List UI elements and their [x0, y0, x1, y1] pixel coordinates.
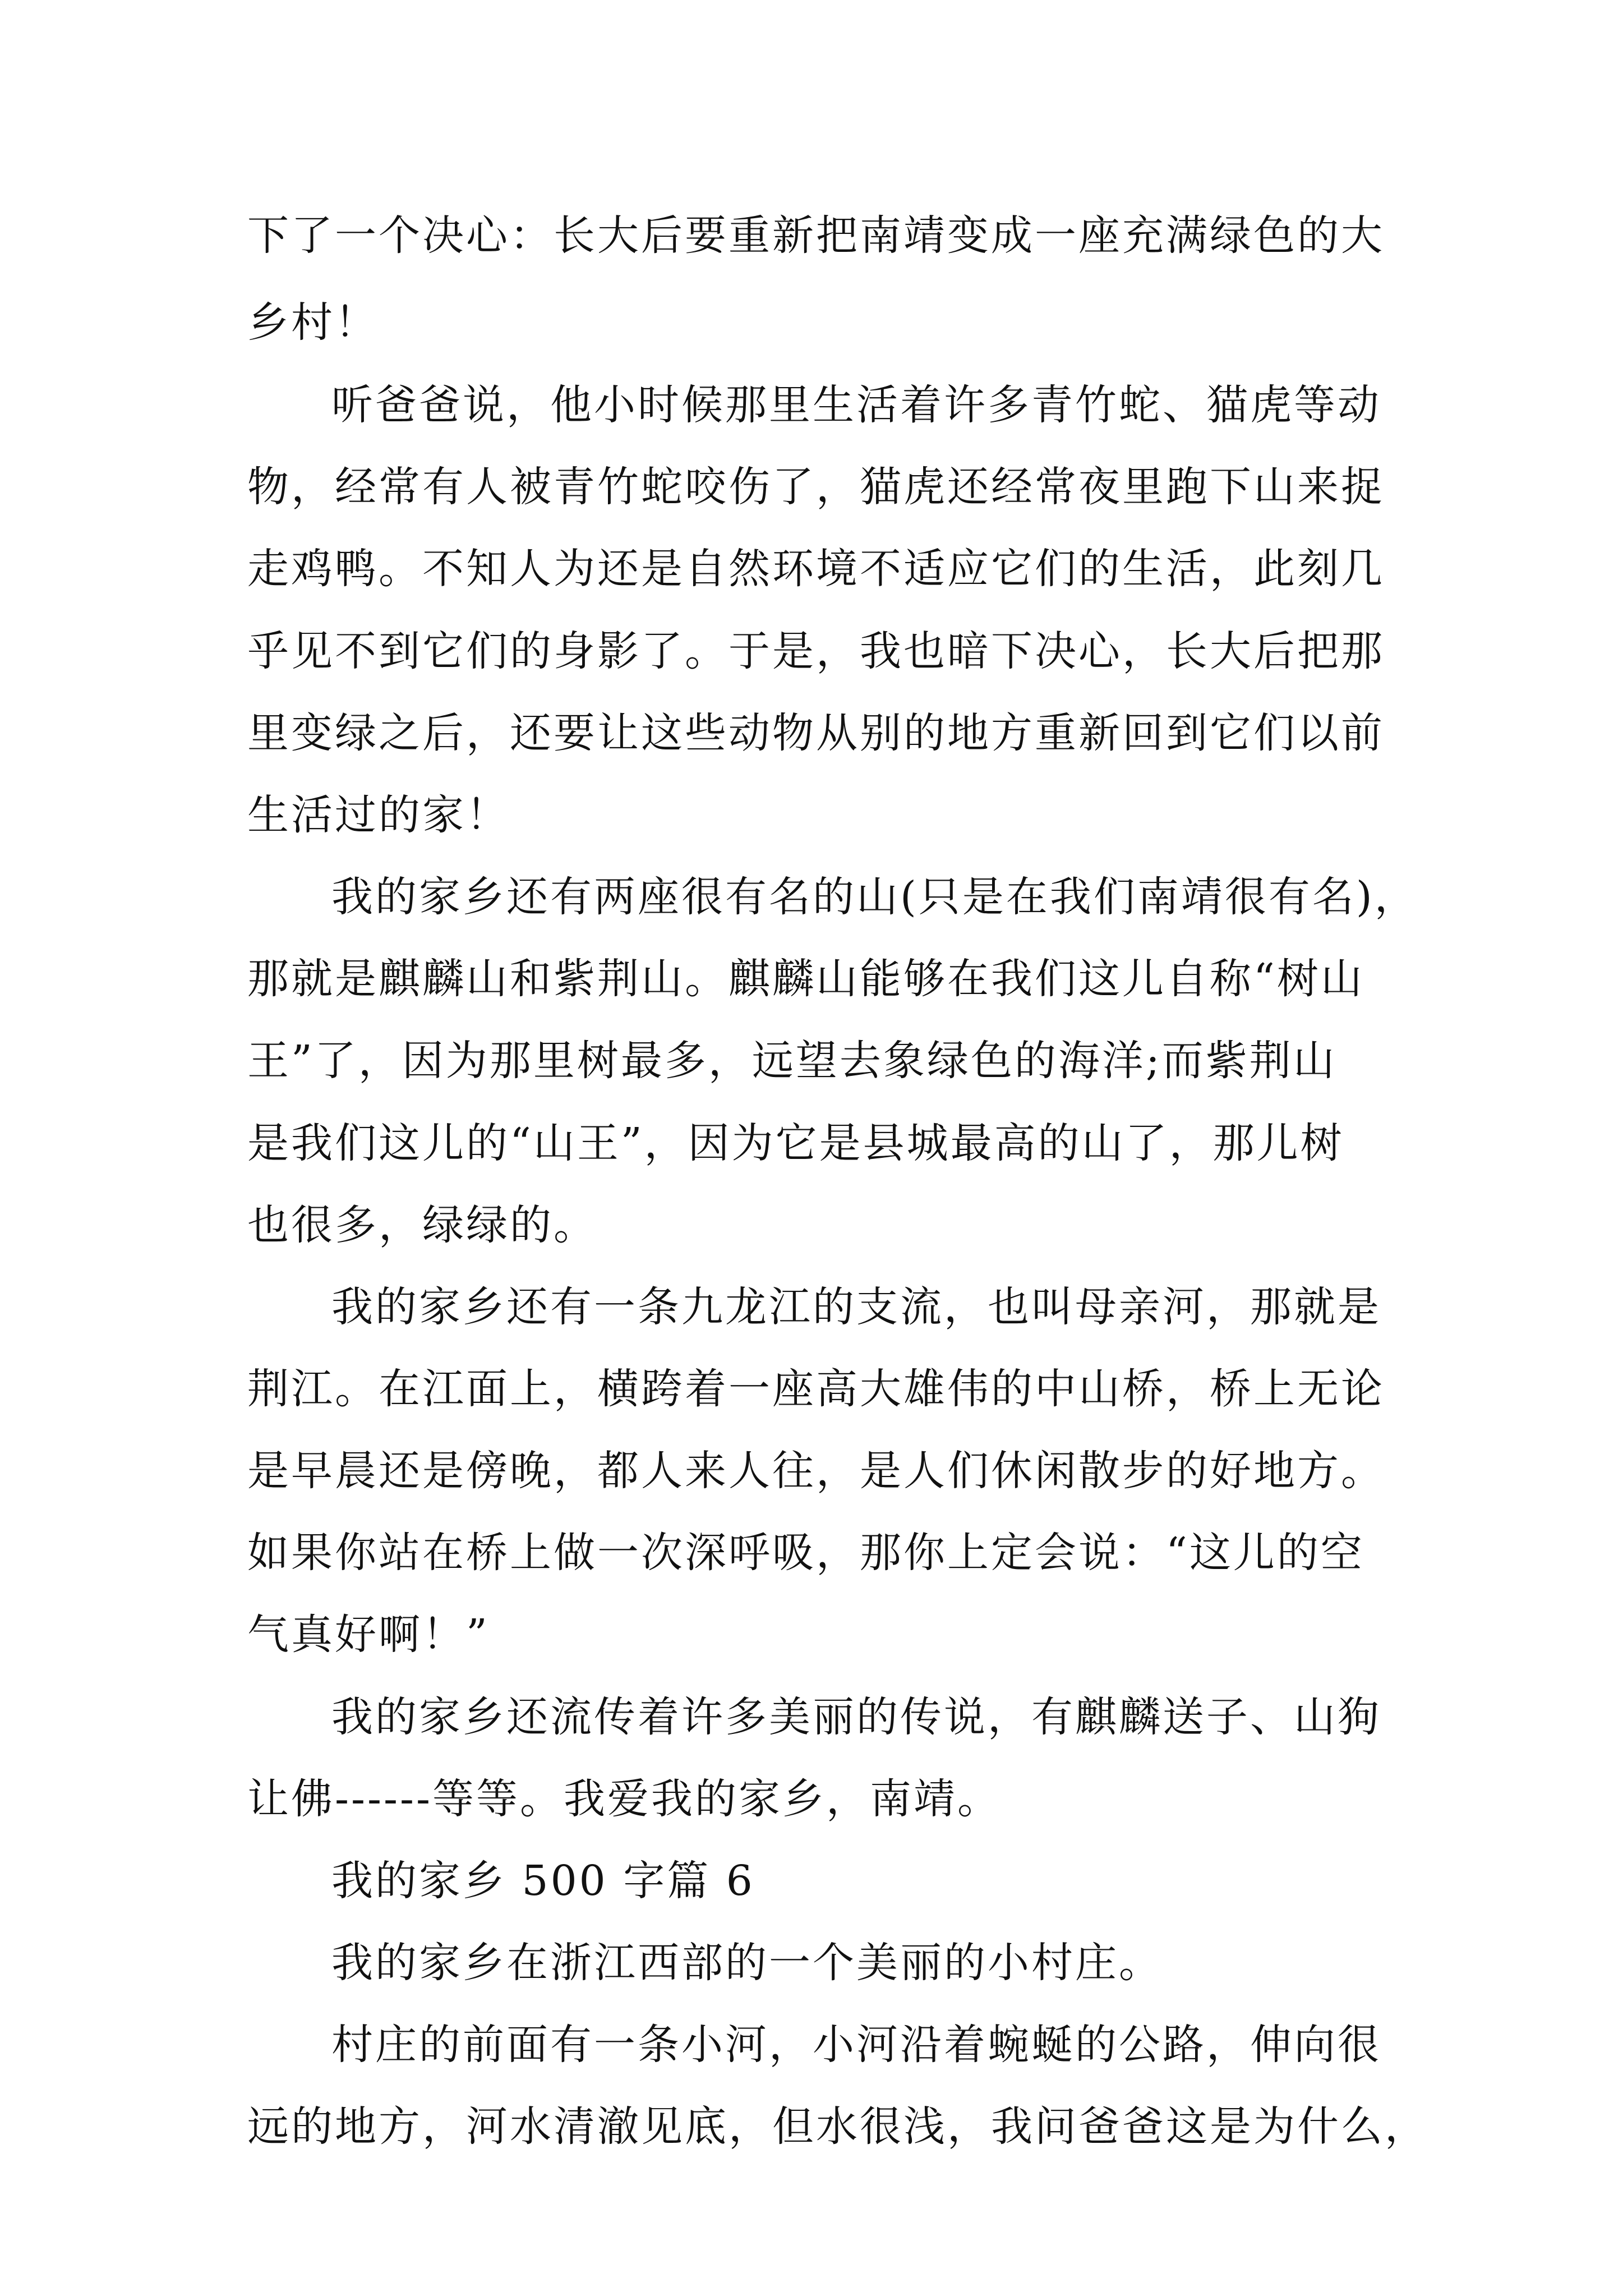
- text-line: 那就是麒麟山和紫荆山。麒麟山能够在我们这儿自称“树山: [247, 955, 1364, 1003]
- section-heading: 我的家乡 500 字篇 6: [331, 1857, 755, 1905]
- paragraph-start-line: 我的家乡还流传着许多美丽的传说，有麒麟送子、山狗: [331, 1693, 1381, 1741]
- text-line: 荆江。在江面上，横跨着一座高大雄伟的中山桥，桥上无论: [247, 1365, 1385, 1413]
- paragraph-start-line: 我的家乡还有一条九龙江的支流，也叫母亲河，那就是: [331, 1283, 1381, 1331]
- paragraph-start-line: 我的家乡在浙江西部的一个美丽的小村庄。: [331, 1939, 1163, 1987]
- text-line: 里变绿之后，还要让这些动物从别的地方重新回到它们以前: [247, 709, 1385, 757]
- text-line: 王”了，因为那里树最多，远望去象绿色的海洋;而紫荆山: [247, 1037, 1337, 1085]
- text-line: 乎见不到它们的身影了。于是，我也暗下决心，长大后把那: [247, 627, 1385, 675]
- text-line: 下了一个决心：长大后要重新把南靖变成一座充满绿色的大: [247, 211, 1385, 260]
- text-line: 是早晨还是傍晚，都人来人往，是人们休闲散步的好地方。: [247, 1447, 1385, 1495]
- paragraph-start-line: 听爸爸说，他小时候那里生活着许多青竹蛇、猫虎等动: [331, 381, 1381, 429]
- text-line: 物，经常有人被青竹蛇咬伤了，猫虎还经常夜里跑下山来捉: [247, 463, 1385, 511]
- paragraph-start-line: 我的家乡还有两座很有名的山(只是在我们南靖很有名)，: [331, 873, 1418, 921]
- paragraph-start-line: 村庄的前面有一条小河，小河沿着蜿蜒的公路，伸向很: [331, 2021, 1381, 2069]
- text-line: 是我们这儿的“山王”，因为它是县城最高的山了，那儿树: [247, 1119, 1344, 1167]
- text-line: 生活过的家！: [247, 791, 510, 839]
- text-line: 乡村！: [247, 298, 379, 347]
- text-line: 气真好啊！”: [247, 1611, 490, 1659]
- text-line: 走鸡鸭。不知人为还是自然环境不适应它们的生活，此刻几: [247, 545, 1385, 593]
- text-line: 如果你站在桥上做一次深呼吸，那你上定会说：“这儿的空: [247, 1529, 1364, 1577]
- text-line: 远的地方，河水清澈见底，但水很浅，我问爸爸这是为什么，: [247, 2102, 1428, 2151]
- text-line: 也很多，绿绿的。: [247, 1201, 597, 1249]
- text-line: 让佛------等等。我爱我的家乡，南靖。: [247, 1775, 1002, 1823]
